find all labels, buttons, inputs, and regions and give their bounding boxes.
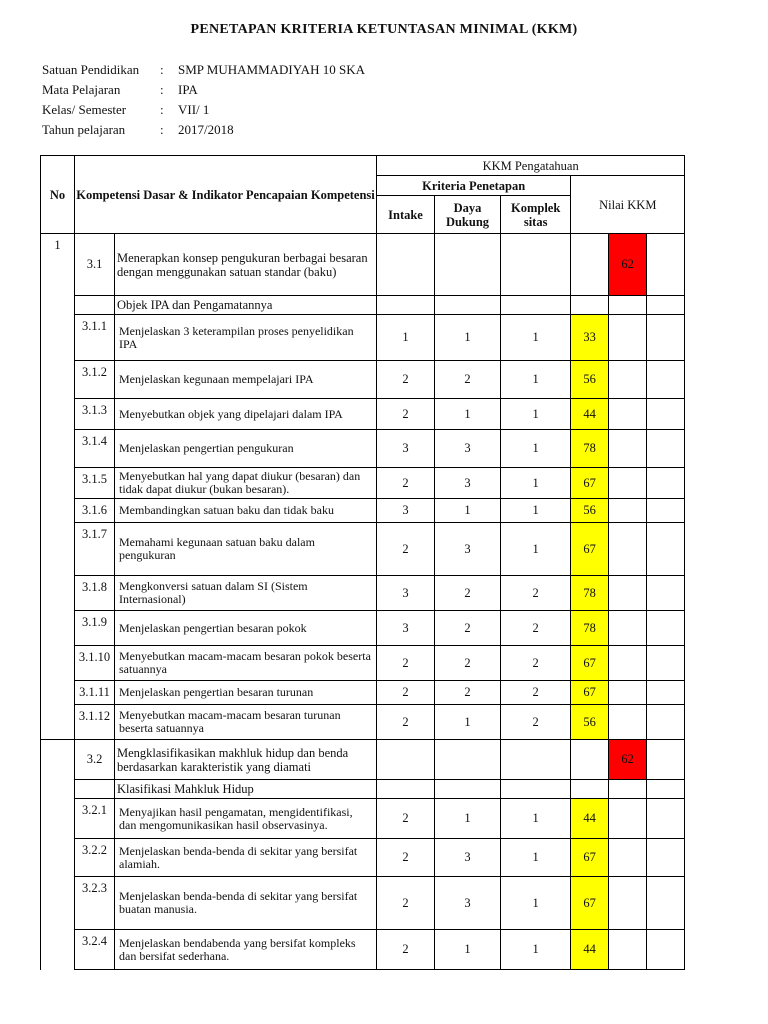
table-row [41, 576, 685, 611]
intake-value: 3 [377, 576, 435, 611]
daya-value: 2 [435, 681, 501, 705]
info-row [42, 62, 365, 82]
indicator-code: 3.1.5 [75, 468, 115, 499]
topic-row [41, 780, 685, 799]
daya-value: 1 [435, 930, 501, 970]
indicator-code: 3.1.3 [75, 399, 115, 430]
kkm-value: 44 [571, 399, 609, 430]
indicator-text: Menjelaskan pengertian pengukuran [115, 430, 377, 468]
table-body [41, 234, 685, 970]
kompleksitas-value: 1 [501, 839, 571, 877]
kd-text: Menerapkan konsep pengukuran berbagai besaran dengan menggunakan satuan standar (baku) [115, 234, 377, 296]
intake-value: 1 [377, 315, 435, 361]
info-label: Satuan Pendidikan [42, 62, 140, 77]
row-number [41, 740, 75, 780]
kompleksitas-value: 1 [501, 361, 571, 399]
kkm-value: 44 [571, 799, 609, 839]
table-row [41, 646, 685, 681]
daya-value: 1 [435, 399, 501, 430]
indicator-text: Menyebutkan macam-macam besaran pokok beserta satuannya [115, 646, 377, 681]
intake-value: 2 [377, 399, 435, 430]
table-row [41, 523, 685, 576]
indicator-code: 3.2.2 [75, 839, 115, 877]
indicator-code: 3.1.9 [75, 611, 115, 646]
indicator-code: 3.1.6 [75, 499, 115, 523]
indicator-text: Menjelaskan 3 keterampilan proses penyelidikan IPA [115, 315, 377, 361]
info-value: SMP MUHAMMADIYAH 10 SKA [178, 62, 365, 77]
page-title: PENETAPAN KRITERIA KETUNTASAN MINIMAL (KKM) [190, 22, 578, 37]
row-number: 1 [41, 234, 75, 296]
indicator-text: Memahami kegunaan satuan baku dalam pengukuran [115, 523, 377, 576]
info-label: Kelas/ Semester [42, 102, 127, 117]
indicator-text: Menjelaskan pengertian besaran pokok [115, 611, 377, 646]
daya-value: 1 [435, 799, 501, 839]
daya-value: 1 [435, 499, 501, 523]
table-row [41, 930, 685, 970]
kompleksitas-value: 1 [501, 799, 571, 839]
header-no: No [41, 156, 75, 234]
kkm-value: 56 [571, 361, 609, 399]
indicator-text: Mengkonversi satuan dalam SI (Sistem Internasional) [115, 576, 377, 611]
indicator-text: Membandingkan satuan baku dan tidak baku [115, 499, 377, 523]
indicator-code: 3.1.7 [75, 523, 115, 576]
kkm-value: 67 [571, 839, 609, 877]
table-row [41, 681, 685, 705]
kd-kkm-value: 62 [609, 234, 647, 296]
kkm-table [40, 155, 685, 970]
table-row [41, 361, 685, 399]
indicator-text: Menjelaskan pengertian besaran turunan [115, 681, 377, 705]
indicator-code: 3.2.4 [75, 930, 115, 970]
indicator-code: 3.1.1 [75, 315, 115, 361]
info-row [42, 122, 365, 142]
intake-value: 2 [377, 361, 435, 399]
indicator-code: 3.1.8 [75, 576, 115, 611]
table-row [41, 705, 685, 740]
kd-row [41, 234, 685, 296]
indicator-text: Menyebutkan objek yang dipelajari dalam IPA [115, 399, 377, 430]
kkm-value: 78 [571, 611, 609, 646]
kompleksitas-value: 1 [501, 315, 571, 361]
daya-value: 2 [435, 576, 501, 611]
intake-value: 2 [377, 523, 435, 576]
info-separator: : [160, 82, 164, 97]
kkm-value: 67 [571, 646, 609, 681]
header-nilai: Nilai KKM [571, 176, 685, 234]
kkm-value: 56 [571, 705, 609, 740]
kkm-value: 67 [571, 468, 609, 499]
kompleksitas-value: 1 [501, 523, 571, 576]
indicator-text: Menyajikan hasil pengamatan, mengidentifikasi, dan mengomunikasikan hasil observasinya. [115, 799, 377, 839]
table-row [41, 468, 685, 499]
indicator-code: 3.1.4 [75, 430, 115, 468]
indicator-text: Menjelaskan benda-benda di sekitar yang bersifat alamiah. [115, 839, 377, 877]
intake-value: 2 [377, 839, 435, 877]
info-row [42, 82, 365, 102]
kompleksitas-value: 2 [501, 611, 571, 646]
intake-value: 2 [377, 468, 435, 499]
table-row [41, 499, 685, 523]
intake-value: 3 [377, 611, 435, 646]
info-block [42, 62, 365, 142]
intake-value: 2 [377, 930, 435, 970]
info-label: Mata Pelajaran [42, 82, 121, 97]
header-kriteria: Kriteria Penetapan [377, 176, 571, 196]
indicator-code: 3.1.12 [75, 705, 115, 740]
header-kd: Kompetensi Dasar & Indikator Pencapaian Kompetensi [75, 156, 377, 234]
info-separator: : [160, 102, 164, 117]
topic-row [41, 296, 685, 315]
daya-value: 3 [435, 877, 501, 930]
kd-code: 3.1 [75, 234, 115, 296]
kkm-value: 44 [571, 930, 609, 970]
header-kompleksitas: Komplek sitas [501, 196, 571, 234]
intake-value: 2 [377, 705, 435, 740]
kompleksitas-value: 1 [501, 468, 571, 499]
kompleksitas-value: 2 [501, 646, 571, 681]
daya-value: 2 [435, 646, 501, 681]
info-separator: : [160, 122, 164, 137]
kkm-value: 67 [571, 681, 609, 705]
kkm-value: 78 [571, 576, 609, 611]
info-value: 2017/2018 [178, 122, 234, 137]
daya-value: 3 [435, 839, 501, 877]
daya-value: 3 [435, 523, 501, 576]
info-row [42, 102, 365, 122]
daya-value: 3 [435, 430, 501, 468]
intake-value: 3 [377, 430, 435, 468]
table-row [41, 611, 685, 646]
info-label: Tahun pelajaran [42, 122, 126, 137]
kompleksitas-value: 2 [501, 681, 571, 705]
indicator-code: 3.1.2 [75, 361, 115, 399]
kd-code: 3.2 [75, 740, 115, 780]
kompleksitas-value: 2 [501, 705, 571, 740]
kompleksitas-value: 1 [501, 877, 571, 930]
indicator-code: 3.1.11 [75, 681, 115, 705]
indicator-code: 3.1.10 [75, 646, 115, 681]
indicator-text: Menjelaskan kegunaan mempelajari IPA [115, 361, 377, 399]
daya-value: 2 [435, 611, 501, 646]
kd-row [41, 740, 685, 780]
intake-value: 2 [377, 646, 435, 681]
topic-label: Klasifikasi Mahkluk Hidup [115, 780, 377, 799]
daya-value: 1 [435, 705, 501, 740]
intake-value: 2 [377, 681, 435, 705]
kompleksitas-value: 1 [501, 930, 571, 970]
table-row [41, 799, 685, 839]
kompleksitas-value: 1 [501, 430, 571, 468]
intake-value: 3 [377, 499, 435, 523]
table-row [41, 399, 685, 430]
kkm-value: 67 [571, 523, 609, 576]
indicator-code: 3.2.1 [75, 799, 115, 839]
header-intake: Intake [377, 196, 435, 234]
indicator-text: Menjelaskan benda-benda di sekitar yang bersifat buatan manusia. [115, 877, 377, 930]
header-daya: Daya Dukung [435, 196, 501, 234]
kompleksitas-value: 1 [501, 499, 571, 523]
header-kkm: KKM Pengatahuan [377, 156, 685, 176]
table-row [41, 839, 685, 877]
kompleksitas-value: 1 [501, 399, 571, 430]
kkm-value: 56 [571, 499, 609, 523]
intake-value: 2 [377, 799, 435, 839]
kkm-value: 67 [571, 877, 609, 930]
kompleksitas-value: 2 [501, 576, 571, 611]
info-separator: : [160, 62, 164, 77]
kd-kkm-value: 62 [609, 740, 647, 780]
kd-text: Mengklasifikasikan makhluk hidup dan benda berdasarkan karakteristik yang diamati [115, 740, 377, 780]
info-value: IPA [178, 82, 198, 97]
info-value: VII/ 1 [178, 102, 210, 117]
daya-value: 2 [435, 361, 501, 399]
topic-label: Objek IPA dan Pengamatannya [115, 296, 377, 315]
indicator-code: 3.2.3 [75, 877, 115, 930]
indicator-text: Menyebutkan macam-macam besaran turunan beserta satuannya [115, 705, 377, 740]
intake-value: 2 [377, 877, 435, 930]
indicator-text: Menyebutkan hal yang dapat diukur (besaran) dan tidak dapat diukur (bukan besaran). [115, 468, 377, 499]
table-row [41, 877, 685, 930]
kkm-value: 33 [571, 315, 609, 361]
indicator-text: Menjelaskan bendabenda yang bersifat kompleks dan bersifat sederhana. [115, 930, 377, 970]
daya-value: 3 [435, 468, 501, 499]
table-row [41, 315, 685, 361]
daya-value: 1 [435, 315, 501, 361]
table-row [41, 430, 685, 468]
kkm-value: 78 [571, 430, 609, 468]
